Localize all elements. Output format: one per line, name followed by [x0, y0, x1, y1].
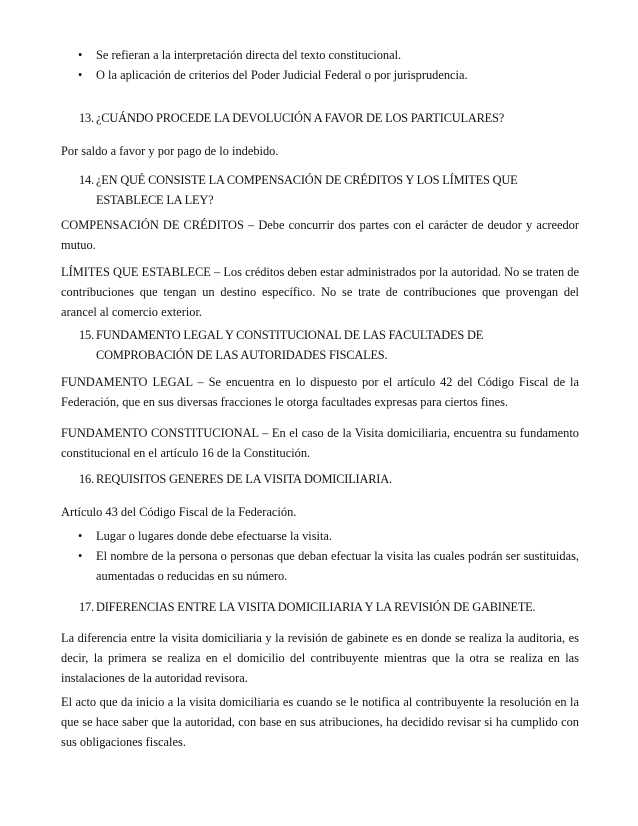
bullet-icon: •: [78, 549, 83, 563]
question-16-heading: 16. REQUISITOS GENERES DE LA VISITA DOMICILIARIA.: [79, 472, 392, 486]
answer-15-constitucional: FUNDAMENTO CONSTITUCIONAL – En el caso de la Visita domiciliaria, encuentra su fundamento constitucional en el artículo 16 de la Constitución.: [61, 426, 579, 460]
bullet-icon: •: [78, 529, 83, 543]
question-17-heading: 17. DIFERENCIAS ENTRE LA VISITA DOMICILIARIA Y LA REVISIÓN DE GABINETE.: [79, 600, 536, 614]
question-14-heading: 14. ¿EN QUÉ CONSISTE LA COMPENSACIÓN DE CRÉDITOS Y LOS LÍMITES QUE ESTABLECE LA LEY?: [79, 173, 518, 207]
bullet-icon: •: [78, 48, 83, 62]
answer-14-compensacion: COMPENSACIÓN DE CRÉDITOS – Debe concurrir dos partes con el carácter de deudor y acreedor mutuo.: [61, 218, 579, 252]
answer-15-legal: FUNDAMENTO LEGAL – Se encuentra en lo dispuesto por el artículo 42 del Código Fiscal de la Federación, que en sus diversas fracciones le otorga facultades expresas para ciertos fines.: [61, 375, 579, 409]
answer-14-limites: LÍMITES QUE ESTABLECE – Los créditos deben estar administrados por la autoridad. No se traten de contribuciones que tengan un destino específico. No se trate de contribuciones que provengan del arancel al comercio exterior.: [61, 265, 579, 319]
answer-17-acto: El acto que da inicio a la visita domiciliaria es cuando se le notifica al contribuyente la resolución en la que se hace saber que la autoridad, con base en sus atribuciones, ha decidido revisar si ha cumplido con sus obligaciones fiscales.: [61, 695, 579, 749]
answer-13: Por saldo a favor y por pago de lo indebido.: [61, 144, 279, 158]
question-13-heading: 13. ¿CUÁNDO PROCEDE LA DEVOLUCIÓN A FAVOR DE LOS PARTICULARES?: [79, 111, 505, 125]
bullet-list-top: [61, 45, 579, 85]
list-item: • O la aplicación de criterios del Poder Judicial Federal o por jurisprudencia.: [61, 65, 579, 85]
answer-16: Artículo 43 del Código Fiscal de la Federación.: [61, 505, 297, 519]
answer-17-diferencia: La diferencia entre la visita domiciliaria y la revisión de gabinete es en donde se realiza la auditoria, es decir, la primera se realiza en el domicilio del contribuyente mientras que la otra se realiza en las instalaciones de la autoridad revisora.: [61, 631, 579, 685]
bullet-list-16: [61, 526, 579, 586]
list-item: • El nombre de la persona o personas que deban efectuar la visita las cuales podrán ser sustituidas, aumentadas o reducidas en su número.: [61, 546, 579, 586]
bullet-icon: •: [78, 68, 83, 82]
list-item: • Se refieran a la interpretación directa del texto constitucional.: [61, 45, 579, 65]
list-item: • Lugar o lugares donde debe efectuarse la visita.: [61, 526, 579, 546]
question-15-heading: 15. FUNDAMENTO LEGAL Y CONSTITUCIONAL DE LAS FACULTADES DE COMPROBACIÓN DE LAS AUTORIDADES FISCALES.: [79, 328, 484, 362]
